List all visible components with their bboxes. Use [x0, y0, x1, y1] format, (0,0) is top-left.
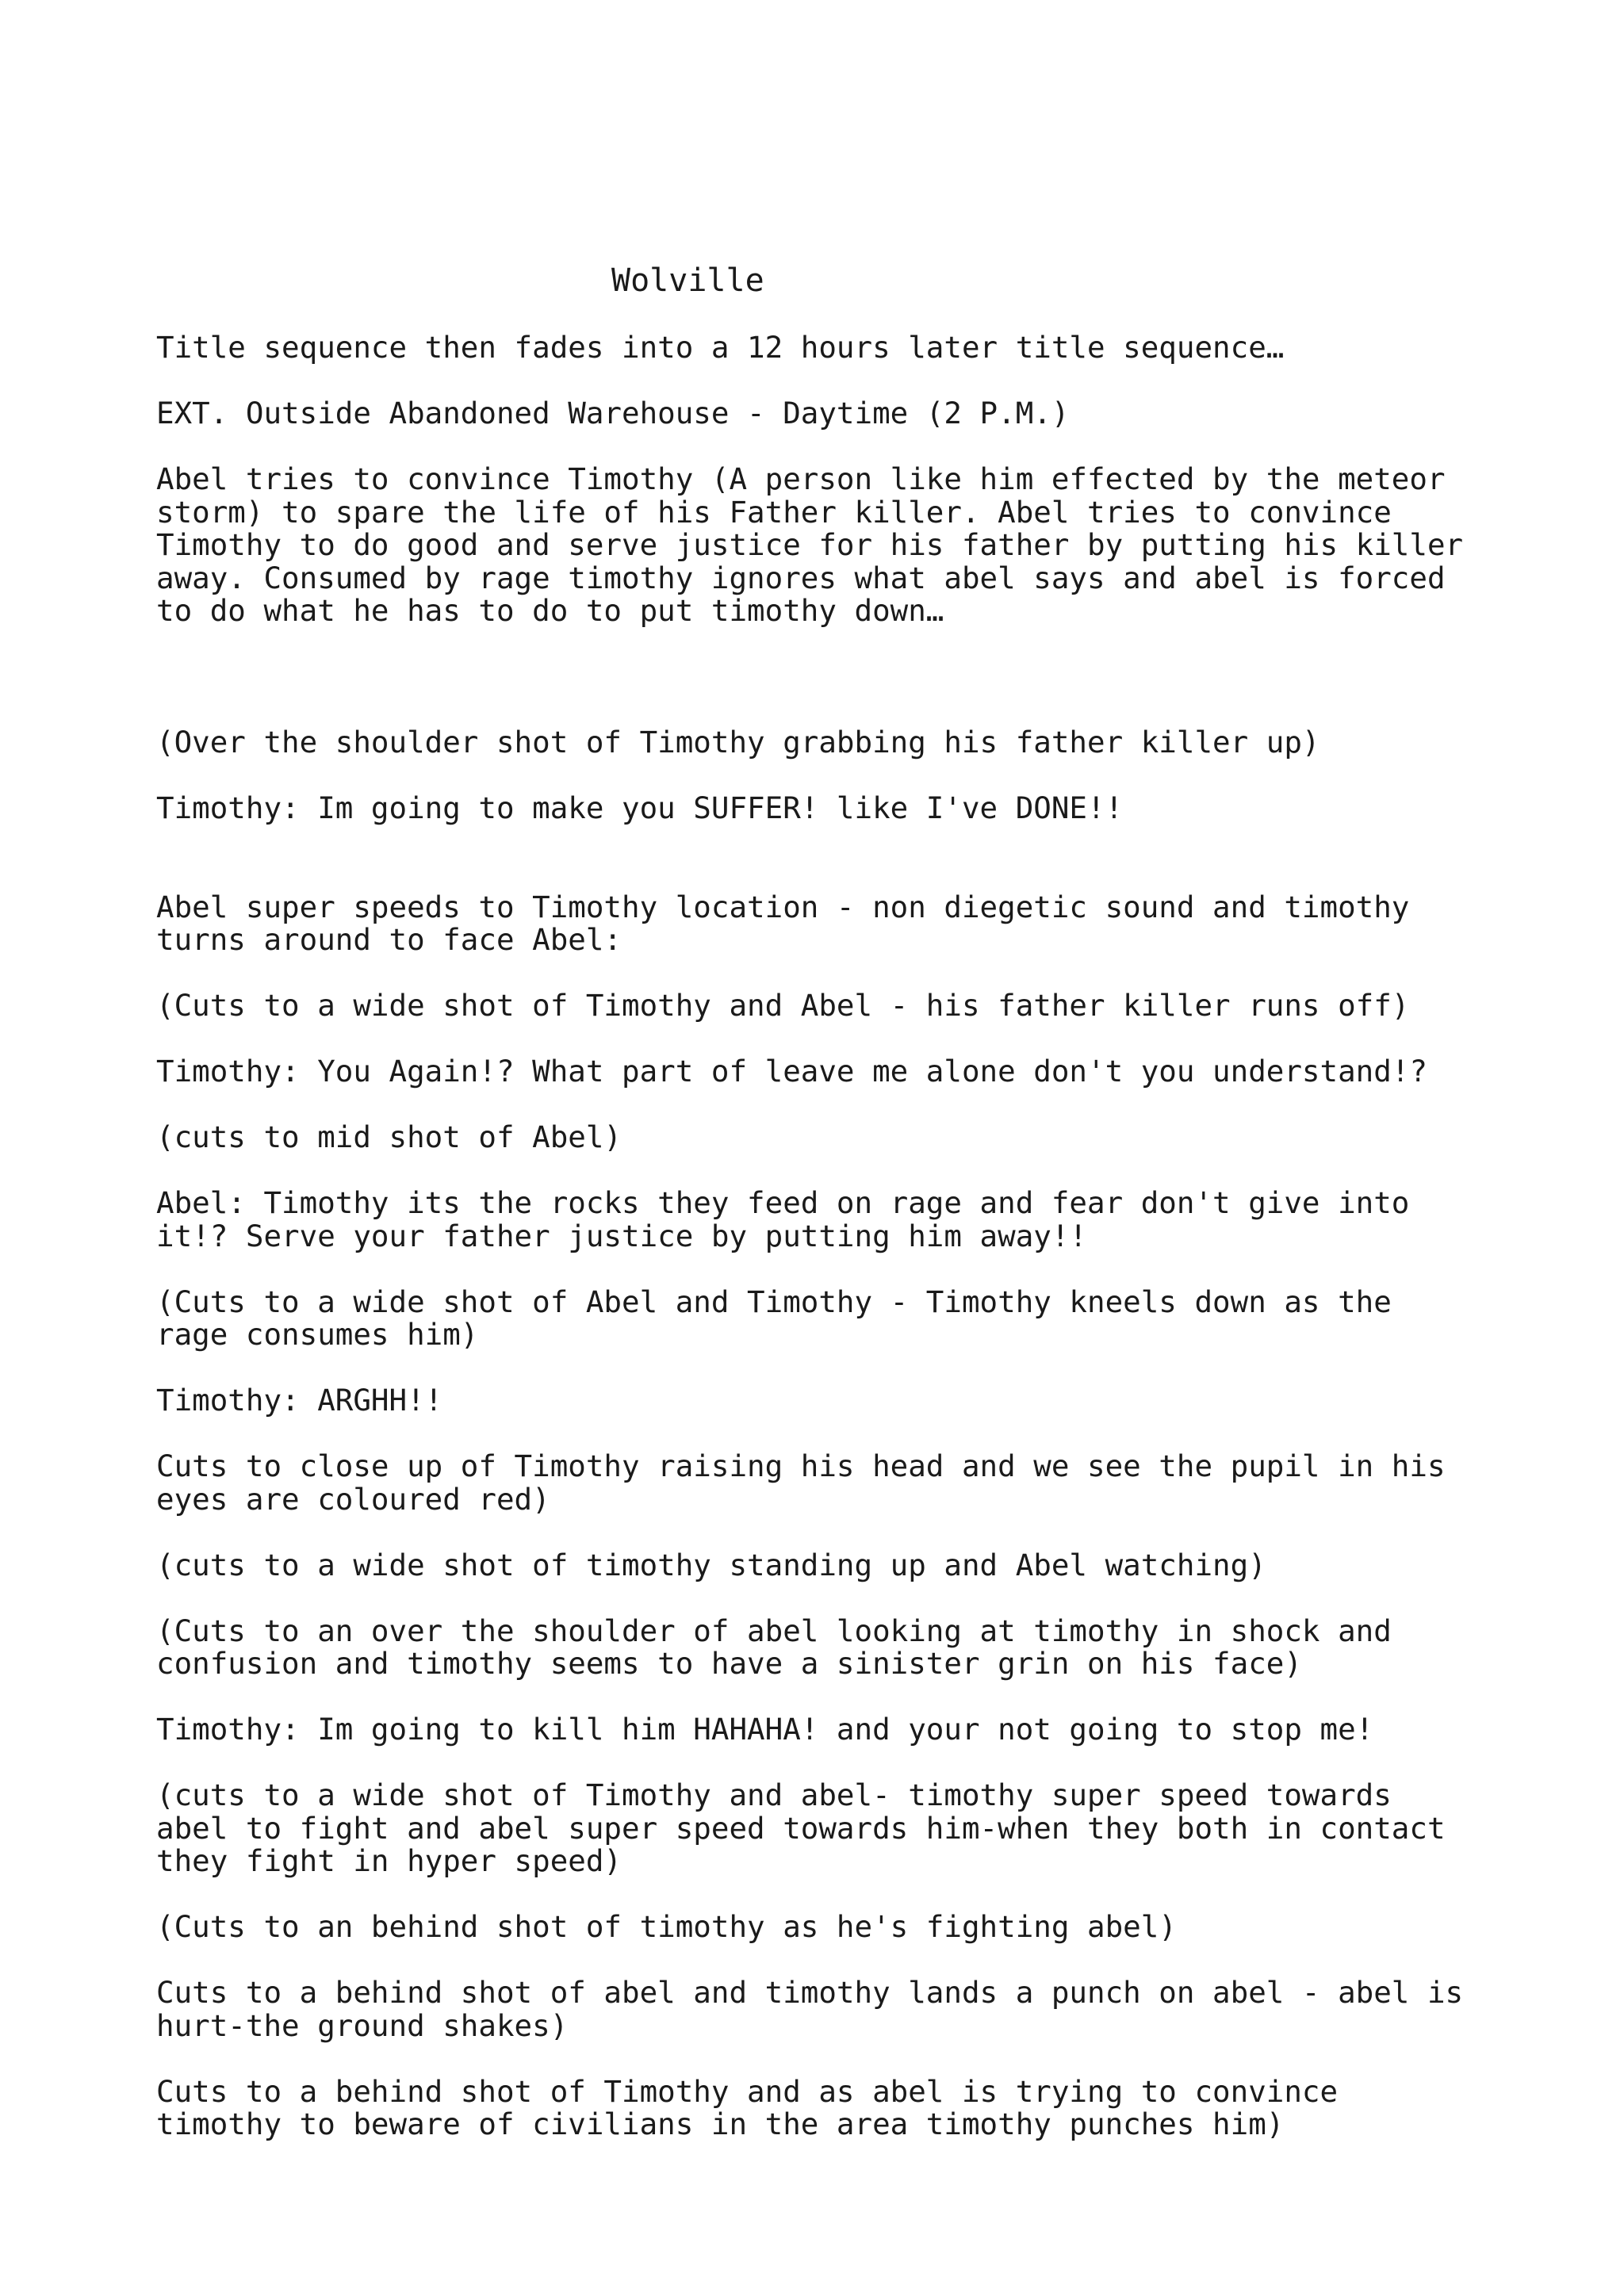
- script-paragraph: (cuts to mid shot of Abel): [156, 1119, 622, 1154]
- document-title: Wolville: [611, 262, 764, 299]
- script-paragraph: Abel super speeds to Timothy location - non diegetic sound and timothy turns around to face Abel:: [156, 889, 1410, 957]
- script-paragraph: (Cuts to a wide shot of Abel and Timothy - Timothy kneels down as the rage consumes him): [156, 1284, 1392, 1352]
- script-paragraph: (Over the shoulder shot of Timothy grabbing his father killer up): [156, 725, 1320, 760]
- script-paragraph: (Cuts to a wide shot of Timothy and Abel - his father killer runs off): [156, 988, 1410, 1023]
- script-paragraph: Timothy: ARGHH!!: [156, 1383, 443, 1418]
- script-paragraph: Abel tries to convince Timothy (A person like him effected by the meteor storm) to spare the life of his Father killer. Abel tries to convince Timothy to do good and serve justice for his father by putting his killer away. Consumed by rage timothy ignores what abel says and abel is forced to do what he has to do to put timothy down…: [156, 461, 1464, 628]
- script-paragraph: Abel: Timothy its the rocks they feed on rage and fear don't give into it!? Serve your father justice by putting him away!!: [156, 1185, 1410, 1253]
- document-body: [156, 331, 1520, 2141]
- script-paragraph: Cuts to a behind shot of abel and timothy lands a punch on abel - abel is hurt-the ground shakes): [156, 1975, 1464, 2043]
- script-paragraph: Title sequence then fades into a 12 hours later title sequence…: [156, 330, 1285, 365]
- script-paragraph: Cuts to close up of Timothy raising his head and we see the pupil in his eyes are coloured red): [156, 1448, 1446, 1517]
- script-paragraph: Timothy: Im going to kill him HAHAHA! and your not going to stop me!: [156, 1712, 1374, 1747]
- script-paragraph: EXT. Outside Abandoned Warehouse - Daytime (2 P.M.): [156, 396, 1070, 430]
- script-paragraph: (cuts to a wide shot of Timothy and abel- timothy super speed towards abel to fight and abel super speed towards him-when they both in contact they fight in hyper speed): [156, 1777, 1446, 1878]
- script-paragraph: (cuts to a wide shot of timothy standing up and Abel watching): [156, 1547, 1266, 1582]
- script-paragraph: Cuts to a behind shot of Timothy and as abel is trying to convince timothy to beware of civilians in the area timothy punches him): [156, 2073, 1339, 2141]
- script-paragraph: Timothy: You Again!? What part of leave me alone don't you understand!?: [156, 1054, 1427, 1089]
- script-paragraph: Timothy: Im going to make you SUFFER! like I've DONE!!: [156, 790, 1124, 825]
- script-paragraph: (Cuts to an behind shot of timothy as he's fighting abel): [156, 1909, 1177, 1944]
- script-paragraph: (Cuts to an over the shoulder of abel looking at timothy in shock and confusion and timothy seems to have a sinister grin on his face): [156, 1613, 1392, 1681]
